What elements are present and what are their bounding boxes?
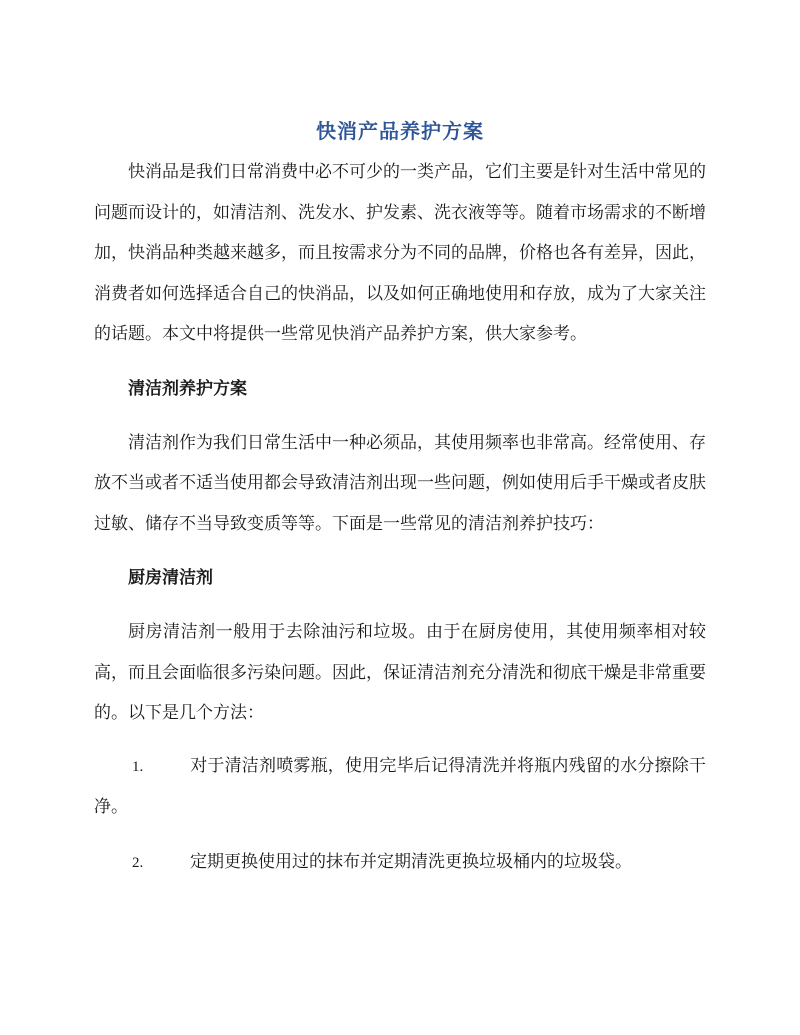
list-text: 对于清洁剂喷雾瓶，使用完毕后记得清洗并将瓶内残留的水分擦除干净。 — [94, 755, 706, 817]
subsection-heading-kitchen: 厨房清洁剂 — [128, 568, 213, 588]
document-title: 快消产品养护方案 — [316, 119, 484, 143]
intro-paragraph: 快消品是我们日常消费中必不可少的一类产品，它们主要是针对生活中常见的问题而设计的，如清洁剂、洗发水、护发素、洗衣液等等。随着市场需求的不断增加，快消品种类越来越多，而且按需求分为不同的品牌，价格也各有差异，因此，消费者如何选择适合自己的快消品，以及如何正确地使用和存放，成为了大家关注的话题。本文中将提供一些常见快消产品养护方案，供大家参考。 — [94, 162, 706, 344]
list-item — [94, 842, 706, 884]
list-item — [94, 746, 706, 828]
document-page — [94, 118, 706, 883]
list-number: 2. — [132, 854, 144, 871]
list-text: 定期更换使用过的抹布并定期清洗更换垃圾桶内的垃圾袋。 — [190, 851, 632, 872]
list-number: 1. — [132, 758, 144, 775]
subsection-paragraph-kitchen: 厨房清洁剂一般用于去除油污和垃圾。由于在厨房使用，其使用频率相对较高，而且会面临很多污染问题。因此，保证清洁剂充分清洗和彻底干燥是非常重要的。以下是几个方法： — [94, 622, 706, 723]
section-heading-cleaner: 清洁剂养护方案 — [128, 378, 247, 399]
section-paragraph-cleaner: 清洁剂作为我们日常生活中一种必须品，其使用频率也非常高。经常使用、存放不当或者不适当使用都会导致清洁剂出现一些问题，例如使用后手干燥或者皮肤过敏、储存不当导致变质等等。下面是一些常见的清洁剂养护技巧： — [94, 432, 706, 534]
